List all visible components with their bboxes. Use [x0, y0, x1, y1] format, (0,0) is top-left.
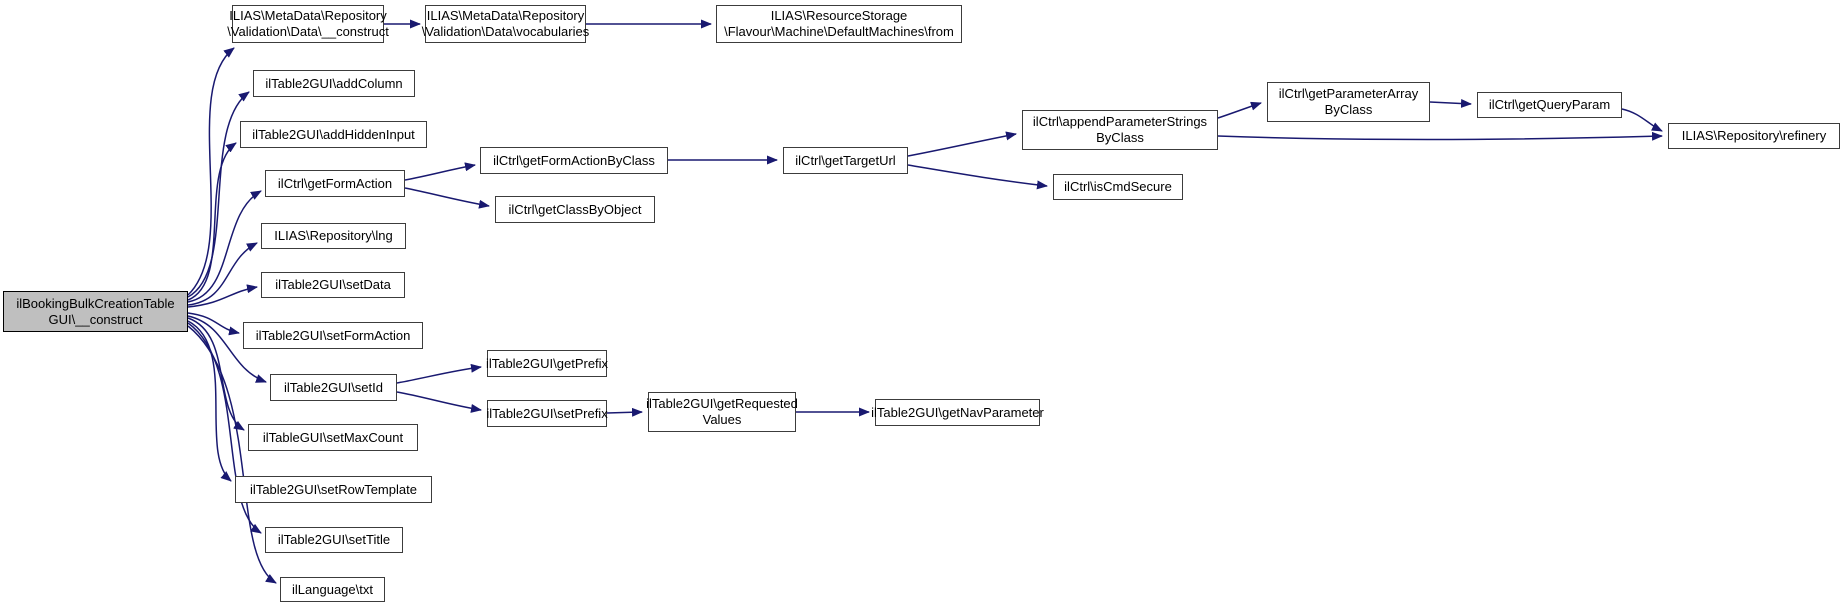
call-edge-set-id-set-prefix [397, 392, 481, 410]
node-ilctrl-gettargeturl[interactable]: ilCtrl\getTargetUrl [783, 147, 908, 174]
node-ilias-repository-lng[interactable]: ILIAS\Repository\lng [261, 223, 406, 249]
node-iltable2gui-setdata[interactable]: ilTable2GUI\setData [261, 272, 405, 298]
node-ilias-metadata-repository-validation-data-vocabularies[interactable]: ILIAS\MetaData\Repository \Validation\Data\vocabularies [425, 5, 586, 43]
call-edge-is-cmd-secure [908, 165, 1047, 186]
node-ilctrl-getformactionbyclass[interactable]: ilCtrl\getFormActionByClass [480, 147, 668, 174]
node-iltable2gui-getprefix[interactable]: ilTable2GUI\getPrefix [487, 350, 607, 377]
node-ilctrl-getqueryparam[interactable]: ilCtrl\getQueryParam [1477, 92, 1622, 118]
node-illanguage-txt[interactable]: ilLanguage\txt [280, 577, 385, 602]
node-ilctrl-getformaction[interactable]: ilCtrl\getFormAction [265, 170, 405, 197]
call-edge-get-query-param [1430, 102, 1471, 104]
call-edge-get-requested-values [607, 412, 642, 413]
node-iltable2gui-getrequestedvalues[interactable]: ilTable2GUI\getRequested Values [648, 392, 796, 432]
call-edge-main-set-row-template [188, 321, 231, 481]
node-ilctrl-getclassbyobject[interactable]: ilCtrl\getClassByObject [495, 196, 655, 223]
node-iltable2gui-setrowtemplate[interactable]: ilTable2GUI\setRowTemplate [235, 476, 432, 503]
call-edge-main-md-construct [188, 48, 234, 295]
node-iltablegui-setmaxcount[interactable]: ilTableGUI\setMaxCount [248, 424, 418, 451]
call-edge-set-id-get-prefix [397, 367, 481, 383]
node-ilctrl-iscmdsecure[interactable]: ilCtrl\isCmdSecure [1053, 174, 1183, 200]
call-edge-main-set-data [188, 287, 257, 307]
call-edge-main-add-hidden-input [188, 143, 236, 300]
node-ilctrl-appendparameterstringsbyclass[interactable]: ilCtrl\appendParameterStrings ByClass [1022, 110, 1218, 150]
node-iltable2gui-settitle[interactable]: ilTable2GUI\setTitle [265, 527, 403, 553]
call-edge-get-parameter-array [1218, 103, 1261, 118]
node-iltable2gui-setprefix[interactable]: ilTable2GUI\setPrefix [487, 400, 607, 427]
call-edge-get-class-by-object [405, 188, 489, 206]
node-iltable2gui-getnavparameter[interactable]: ilTable2GUI\getNavParameter [875, 399, 1040, 426]
node-iltable2gui-addcolumn[interactable]: ilTable2GUI\addColumn [253, 70, 415, 97]
call-edge-append-refinery [1218, 136, 1662, 139]
call-edge-get-form-action-by-class [405, 165, 475, 180]
node-ilbookingbulkcreationtablegui-construct: ilBookingBulkCreationTable GUI\__construct [3, 291, 188, 332]
node-ilias-resourcestorage-flavour-machine-defaultmachines-from[interactable]: ILIAS\ResourceStorage \Flavour\Machine\DefaultMachines\from [716, 5, 962, 43]
node-iltable2gui-setformaction[interactable]: ilTable2GUI\setFormAction [243, 322, 423, 349]
node-ilias-metadata-repository-validation-data-construct[interactable]: ILIAS\MetaData\Repository \Validation\Data\__construct [232, 5, 384, 43]
call-edge-query-param-refinery [1622, 109, 1662, 131]
node-ilctrl-getparameterarraybyclass[interactable]: ilCtrl\getParameterArray ByClass [1267, 82, 1430, 122]
call-edge-main-lng [188, 243, 257, 305]
call-edge-append-parameter-strings [908, 134, 1016, 156]
node-ilias-repository-refinery[interactable]: ILIAS\Repository\refinery [1668, 123, 1840, 149]
node-iltable2gui-setid[interactable]: ilTable2GUI\setId [270, 374, 397, 401]
node-iltable2gui-addhiddeninput[interactable]: ilTable2GUI\addHiddenInput [240, 121, 427, 148]
